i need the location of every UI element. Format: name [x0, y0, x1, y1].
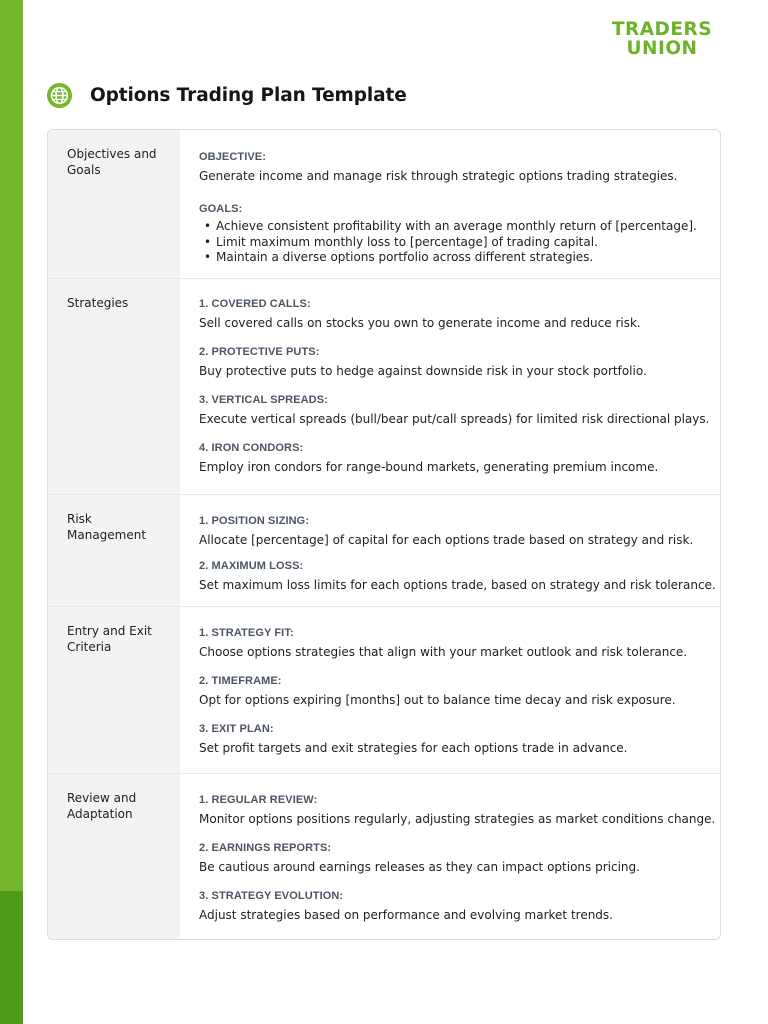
strategy-item — [199, 345, 710, 379]
item-text: Execute vertical spreads (bull/bear put/call spreads) for limited risk directional plays. — [199, 412, 710, 426]
review-item — [199, 793, 716, 827]
section-label: Review and Adaptation — [67, 791, 137, 821]
item-heading: 1. POSITION SIZING: — [199, 515, 310, 527]
objective-block — [199, 150, 710, 184]
criteria-item — [199, 722, 710, 756]
goal-item: • Achieve consistent profitability with an average monthly return of [percentage]. — [199, 219, 710, 235]
item-heading: 2. TIMEFRAME: — [199, 675, 282, 687]
strategy-item — [199, 393, 710, 427]
review-item — [199, 889, 710, 923]
section-label: Entry and Exit Criteria — [67, 624, 152, 654]
item-heading: 3. VERTICAL SPREADS: — [199, 394, 328, 406]
item-text: Employ iron condors for range-bound markets, generating premium income. — [199, 460, 659, 474]
item-heading: 1. STRATEGY FIT: — [199, 627, 294, 639]
section-content — [199, 793, 716, 923]
objective-heading: OBJECTIVE: — [199, 151, 267, 163]
logo-line-2: UNION — [626, 38, 698, 59]
item-text: Sell covered calls on stocks you own to generate income and reduce risk. — [199, 316, 641, 330]
section-objectives — [48, 130, 720, 278]
section-entry-exit — [48, 606, 720, 774]
section-review-adaptation — [48, 773, 720, 940]
section-content — [199, 626, 710, 756]
strategy-item — [199, 441, 710, 475]
section-content — [199, 150, 710, 266]
review-item — [199, 841, 710, 875]
goal-item: • Maintain a diverse options portfolio across different strategies. — [199, 250, 710, 266]
section-risk-management — [48, 494, 720, 607]
risk-item — [199, 514, 710, 548]
goals-list — [199, 219, 710, 266]
section-label: Risk Management — [67, 512, 147, 542]
criteria-item — [199, 674, 710, 708]
item-text: Set maximum loss limits for each options trade, based on strategy and risk tolerance. — [199, 578, 716, 592]
item-text: Allocate [percentage] of capital for each options trade based on strategy and risk. — [199, 533, 694, 547]
risk-item — [199, 559, 716, 593]
criteria-item — [199, 626, 710, 660]
item-text: Opt for options expiring [months] out to balance time decay and risk exposure. — [199, 693, 676, 707]
item-heading: 3. STRATEGY EVOLUTION: — [199, 890, 344, 902]
item-heading: 1. REGULAR REVIEW: — [199, 794, 318, 806]
item-text: Monitor options positions regularly, adjusting strategies as market conditions change. — [199, 812, 716, 826]
item-text: Adjust strategies based on performance and evolving market trends. — [199, 908, 613, 922]
section-content — [199, 514, 716, 593]
side-accent-bar-lower — [0, 891, 23, 1024]
traders-union-logo — [600, 20, 724, 58]
item-text: Be cautious around earnings releases as they can impact options pricing. — [199, 860, 640, 874]
goals-heading: GOALS: — [199, 203, 243, 215]
goal-item: • Limit maximum monthly loss to [percentage] of trading capital. — [199, 235, 710, 251]
side-accent-bar — [0, 0, 23, 1024]
page-title: Options Trading Plan Template — [90, 84, 407, 106]
item-heading: 3. EXIT PLAN: — [199, 723, 274, 735]
section-label: Objectives and Goals — [67, 147, 157, 177]
item-heading: 4. IRON CONDORS: — [199, 442, 304, 454]
item-text: Choose options strategies that align with your market outlook and risk tolerance. — [199, 645, 688, 659]
item-text: Buy protective puts to hedge against downside risk in your stock portfolio. — [199, 364, 647, 378]
logo-line-1: TRADERS — [611, 19, 713, 40]
page-header — [46, 81, 407, 109]
item-heading: 2. PROTECTIVE PUTS: — [199, 346, 320, 358]
strategy-item — [199, 297, 710, 331]
section-label: Strategies — [67, 296, 129, 310]
plan-table — [47, 129, 721, 940]
item-heading: 1. COVERED CALLS: — [199, 298, 311, 310]
section-strategies — [48, 278, 720, 495]
section-content — [199, 297, 710, 475]
item-heading: 2. EARNINGS REPORTS: — [199, 842, 332, 854]
section-label-cell — [48, 279, 180, 495]
item-text: Set profit targets and exit strategies for each options trade in advance. — [199, 741, 628, 755]
globe-icon — [46, 82, 73, 109]
objective-text: Generate income and manage risk through strategic options trading strategies. — [199, 169, 678, 183]
item-heading: 2. MAXIMUM LOSS: — [199, 560, 304, 572]
